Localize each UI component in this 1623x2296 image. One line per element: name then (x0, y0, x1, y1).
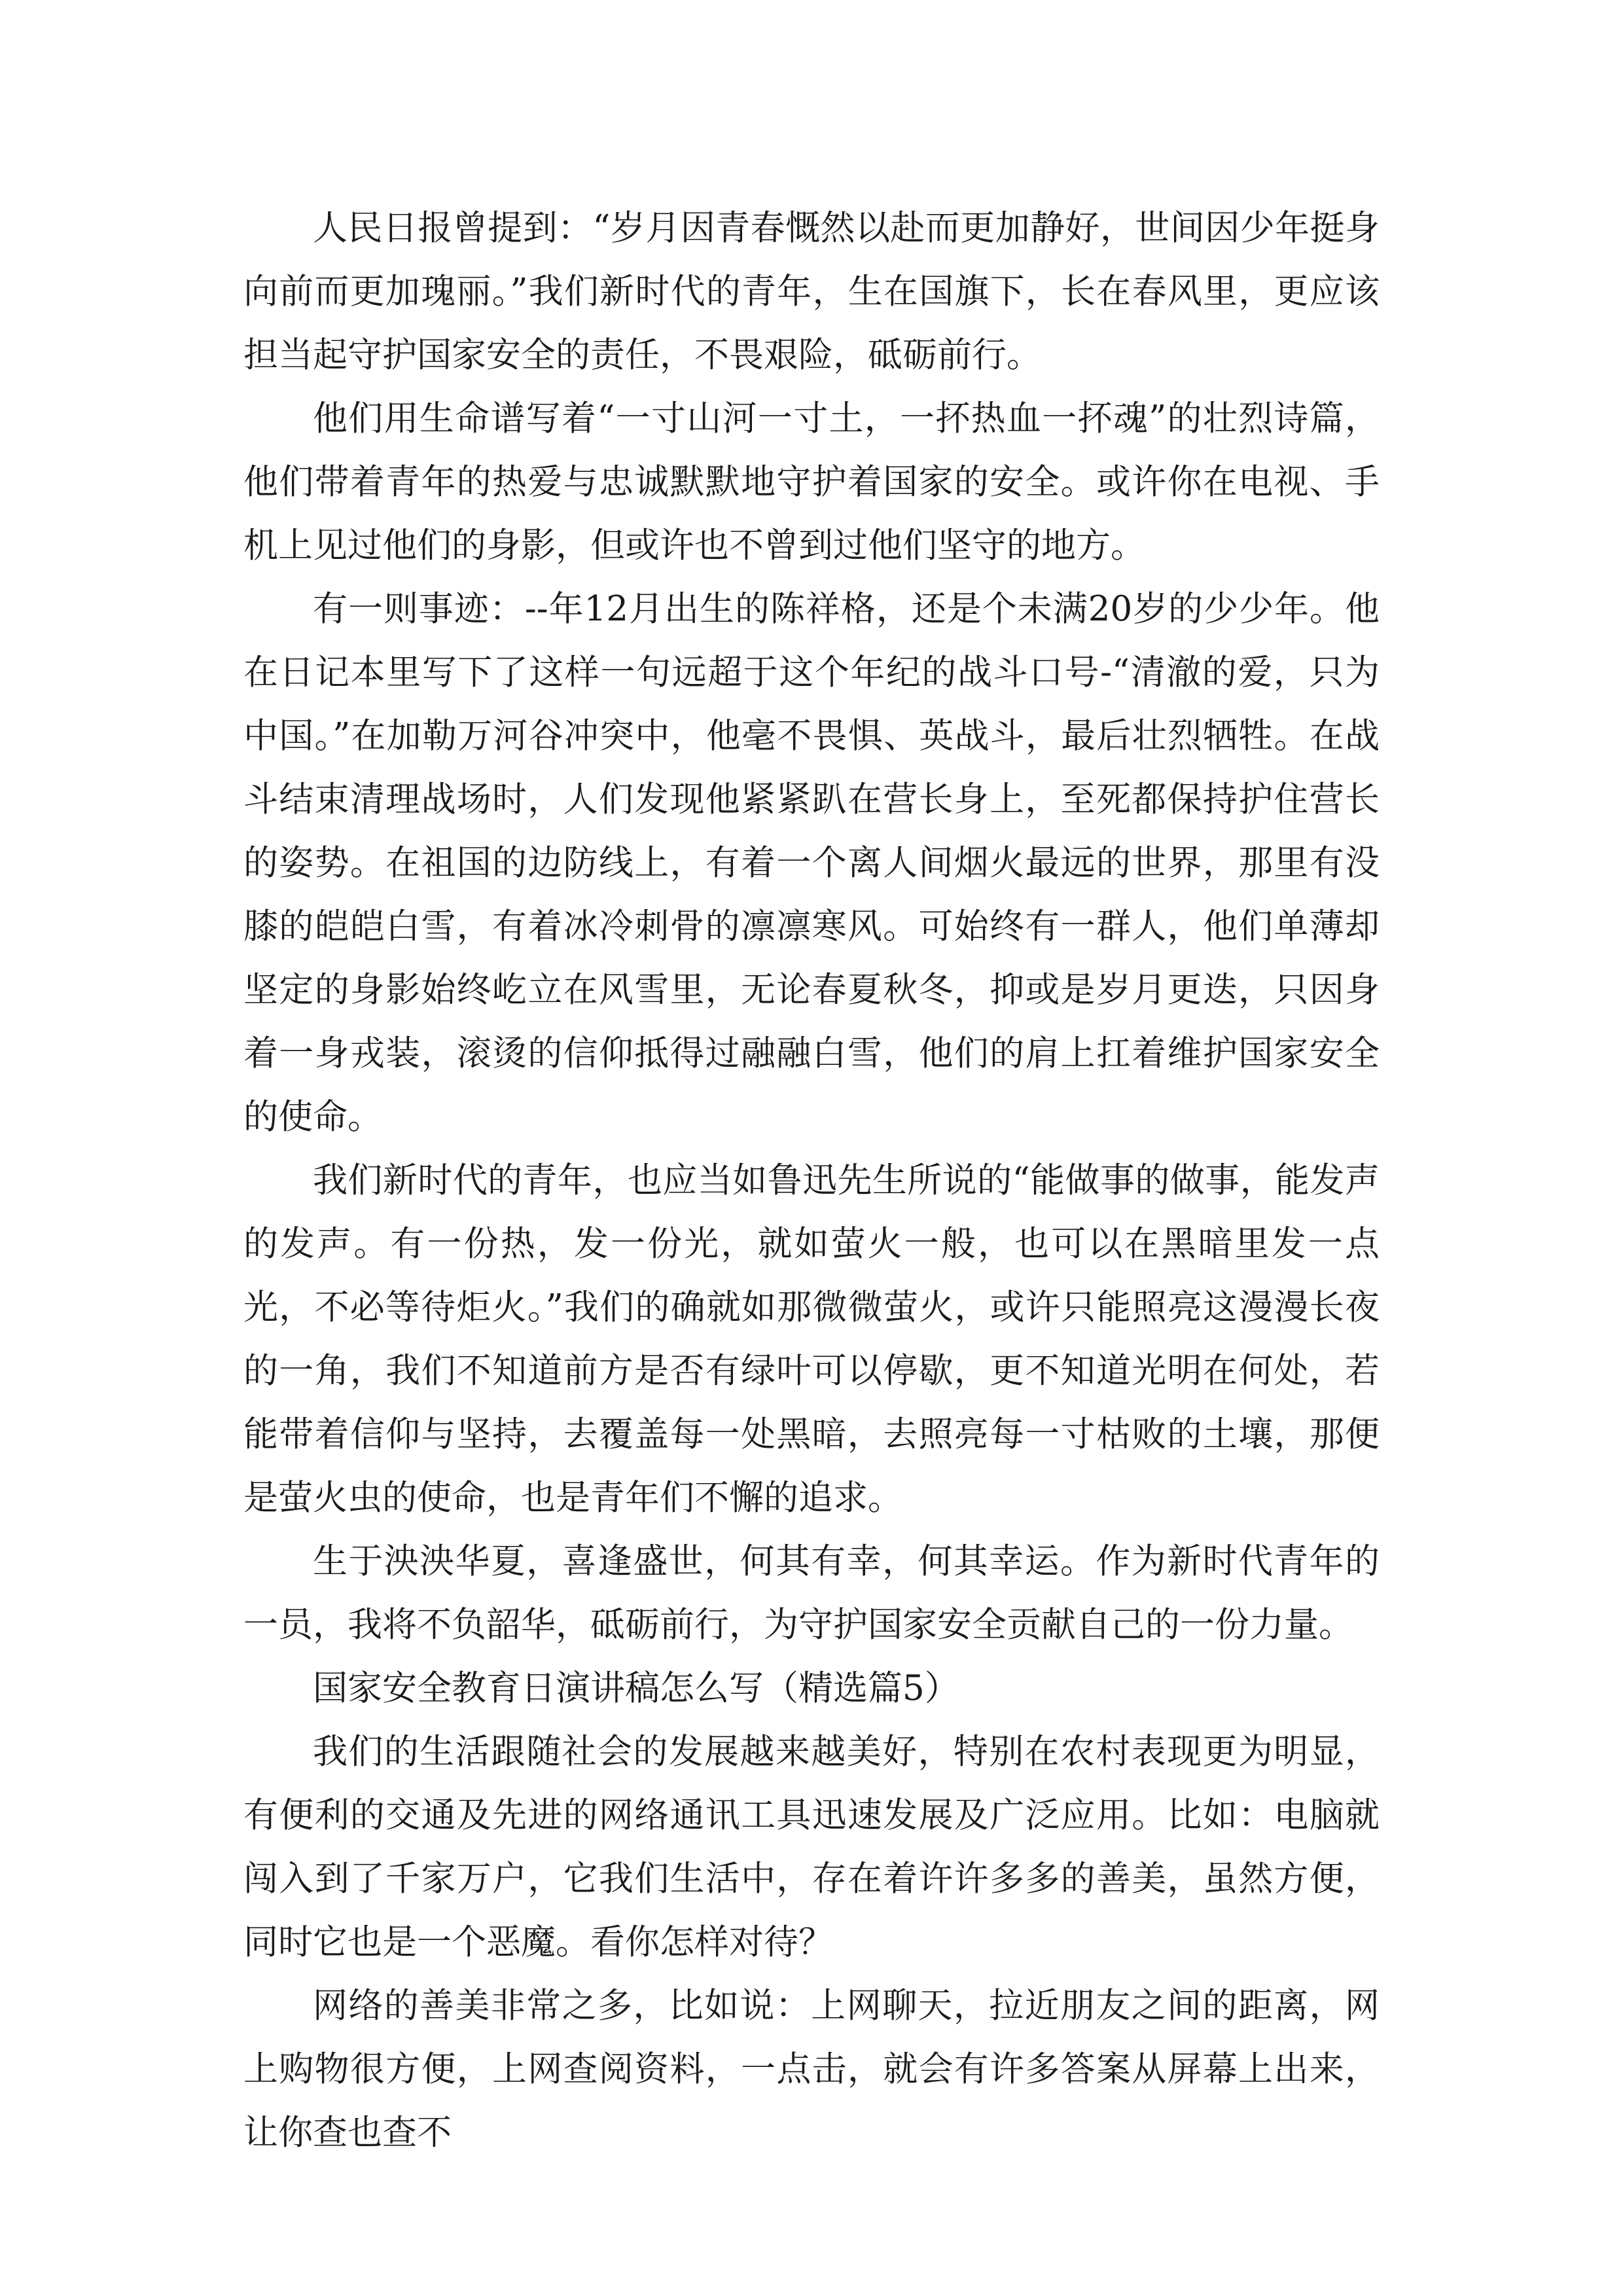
paragraph-6: 我们的生活跟随社会的发展越来越美好，特别在农村表现更为明显，有便利的交通及先进的网络通讯工具迅速发展及广泛应用。比如：电脑就闯入到了千家万户，它我们生活中，存在着许许多多的善美，虽然方便，同时它也是一个恶魔。看你怎样对待？ (243, 1732, 1380, 1962)
paragraph-5: 生于泱泱华夏，喜逢盛世，何其有幸，何其幸运。作为新时代青年的一员，我将不负韶华，砥砺前行，为守护国家安全贡献自己的一份力量。 (243, 1541, 1380, 1645)
paragraph-2: 他们用生命谱写着“一寸山河一寸土，一抔热血一抔魂”的壮烈诗篇，他们带着青年的热爱与忠诚默默地守护着国家的安全。或许你在电视、手机上见过他们的身影，但或许也不曾到过他们坚守的地方。 (243, 399, 1380, 565)
paragraph-4: 我们新时代的青年，也应当如鲁迅先生所说的“能做事的做事，能发声的发声。有一份热，发一份光，就如萤火一般，也可以在黑暗里发一点光，不必等待炬火。”我们的确就如那微微萤火，或许只能照亮这漫漫长夜的一角，我们不知道前方是否有绿叶可以停歇，更不知道光明在何处，若能带着信仰与坚持，去覆盖每一处黑暗，去照亮每一寸枯败的土壤，那便是萤火虫的使命，也是青年们不懈的追求。 (243, 1160, 1380, 1518)
section-heading: 国家安全教育日演讲稿怎么写（精选篇5） (313, 1668, 959, 1708)
paragraph-3: 有一则事迹：--年12月出生的陈祥格，还是个未满20岁的少少年。他在日记本里写下了这样一句远超于这个年纪的战斗口号-“清澈的爱，只为中国。”在加勒万河谷冲突中，他毫不畏惧、英战斗，最后壮烈牺牲。在战斗结束清理战场时，人们发现他紧紧趴在营长身上，至死都保持护住营长的姿势。在祖国的边防线上，有着一个离人间烟火最远的世界，那里有没膝的皑皑白雪，有着冰冷刺骨的凛凛寒风。可始终有一群人，他们单薄却坚定的身影始终屹立在风雪里，无论春夏秋冬，抑或是岁月更迭，只因身着一身戎装，滚烫的信仰抵得过融融白雪，他们的肩上扛着维护国家安全的使命。 (243, 589, 1380, 1137)
paragraph-1: 人民日报曾提到：“岁月因青春慨然以赴而更加静好，世间因少年挺身向前而更加瑰丽。”我们新时代的青年，生在国旗下，长在春风里，更应该担当起守护国家安全的责任，不畏艰险，砥砺前行。 (243, 208, 1380, 375)
paragraph-7: 网络的善美非常之多，比如说：上网聊天，拉近朋友之间的距离，网上购物很方便，上网查阅资料，一点击，就会有许多答案从屏幕上出来，让你查也查不 (243, 1986, 1380, 2153)
document-body (243, 196, 1380, 2164)
